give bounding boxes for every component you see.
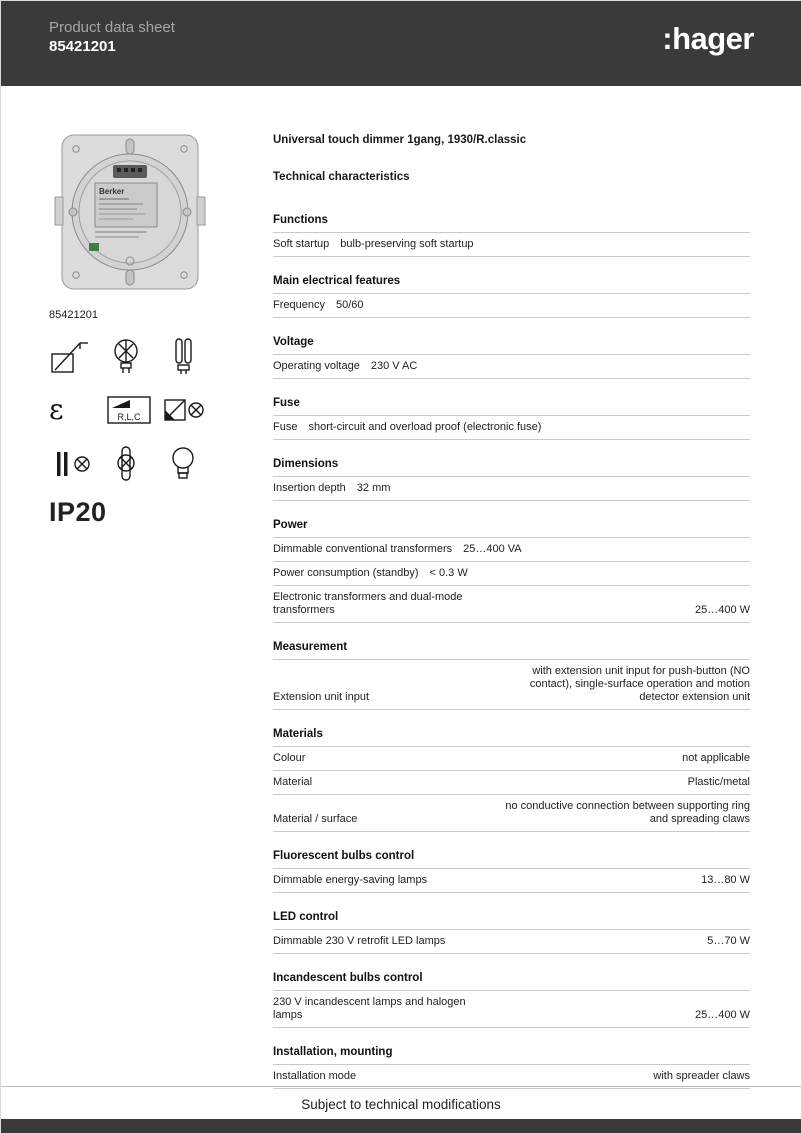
energy-saving-lamp-icon [163, 335, 211, 377]
spec-row [273, 233, 750, 257]
spec-value: no conductive connection between supporting ring and spreading claws [505, 800, 750, 825]
spec-label: Material / surface [273, 813, 358, 825]
spec-label: Soft startup [273, 238, 330, 250]
footer-note: Subject to technical modifications [301, 1097, 501, 1112]
spec-label: Dimmable 230 V retrofit LED lamps [273, 935, 446, 947]
section [273, 972, 750, 1028]
section-title: Measurement [273, 641, 750, 660]
spec-label: Power consumption (standby) [273, 567, 419, 579]
hager-logo: :hager [662, 21, 754, 56]
epsilon-glyph: ε [49, 393, 64, 426]
section-title: Fuse [273, 397, 750, 416]
spec-value: bulb-preserving soft startup [340, 238, 474, 250]
spec-value: 5…70 W [707, 935, 750, 947]
spec-row [273, 991, 750, 1028]
spec-label: Installation mode [273, 1070, 357, 1082]
spec-row [273, 795, 750, 832]
spec-value: 32 mm [356, 482, 391, 494]
spec-value: with extension unit input for push-button (NO contact), single-surface operation and motion detector extension unit [529, 665, 750, 703]
spec-label: 230 V incandescent lamps and halogen lamps [273, 996, 466, 1021]
rlc-label: R,L,C [117, 412, 141, 422]
svg-text:Berker: Berker [99, 187, 125, 196]
spec-label: Frequency [273, 299, 325, 311]
spec-value: short-circuit and overload proof (electronic fuse) [308, 421, 542, 433]
main-content [273, 134, 750, 1089]
left-column [49, 129, 249, 528]
section [273, 519, 750, 623]
spec-row [273, 660, 750, 710]
lamp-type-icons [49, 335, 249, 485]
spec-label: Dimmable energy-saving lamps [273, 874, 428, 886]
spec-value: < 0.3 W [429, 567, 468, 579]
spec-row [273, 747, 750, 771]
doc-type: Product data sheet [49, 19, 175, 36]
section-title: LED control [273, 911, 750, 930]
spec-label: Insertion depth [273, 482, 346, 494]
spec-value: 230 V AC [370, 360, 418, 372]
product-title: Universal touch dimmer 1gang, 1930/R.classic [273, 134, 527, 146]
section-title: Dimensions [273, 458, 750, 477]
section-title: Incandescent bulbs control [273, 972, 750, 991]
spec-label: Extension unit input [273, 691, 370, 703]
spec-value: 13…80 W [701, 874, 750, 886]
spec-value: 25…400 VA [463, 543, 522, 555]
spec-label: Operating voltage [273, 360, 360, 372]
section-title: Power [273, 519, 750, 538]
conventional-transformer-icon [49, 443, 97, 485]
spec-row [273, 586, 750, 623]
section-title: Installation, mounting [273, 1046, 750, 1065]
technical-characteristics-heading: Technical characteristics [273, 171, 410, 183]
electronic-transformer-icon [49, 389, 97, 431]
section-title: Voltage [273, 336, 750, 355]
section [273, 336, 750, 379]
spec-label: Fuse [273, 421, 298, 433]
section-title: Materials [273, 728, 750, 747]
spec-row [273, 355, 750, 379]
section-title: Functions [273, 214, 750, 233]
bottom-bar [1, 1119, 801, 1133]
rlc-load-icon [106, 389, 154, 431]
spec-value: not applicable [682, 752, 750, 764]
section [273, 911, 750, 954]
spec-row [273, 562, 750, 586]
spec-row [273, 477, 750, 501]
section-title: Main electrical features [273, 275, 750, 294]
product-image [49, 129, 211, 297]
spec-value: 25…400 W [694, 604, 750, 616]
dimmer-soft-start-icon [49, 335, 97, 377]
halogen-lamp-icon [106, 335, 154, 377]
section [273, 850, 750, 893]
spec-label: Dimmable conventional transformers [273, 543, 453, 555]
spec-row [273, 538, 750, 562]
spec-label: Colour [273, 752, 306, 764]
incandescent-lamp-icon [163, 443, 211, 485]
spec-row [273, 930, 750, 954]
footer-divider [1, 1086, 801, 1087]
section [273, 1046, 750, 1089]
section [273, 397, 750, 440]
dimmable-lamp-icon [163, 389, 211, 431]
spec-label: Electronic transformers and dual-mode transformers [273, 591, 463, 616]
header-bar [1, 1, 801, 86]
section [273, 275, 750, 318]
spec-value: 50/60 [335, 299, 364, 311]
header-product-id: 85421201 [49, 38, 116, 55]
spec-value: 25…400 W [694, 1009, 750, 1021]
spec-row [273, 771, 750, 795]
spec-row [273, 294, 750, 318]
spec-value: with spreader claws [653, 1070, 750, 1082]
section [273, 641, 750, 710]
spec-row [273, 416, 750, 440]
spec-label: Material [273, 776, 313, 788]
spec-value: Plastic/metal [687, 776, 750, 788]
section [273, 214, 750, 257]
spec-row [273, 869, 750, 893]
sections [273, 214, 750, 1089]
ip-rating: IP20 [49, 497, 107, 527]
section-title: Fluorescent bulbs control [273, 850, 750, 869]
rod-lamp-icon [106, 443, 154, 485]
section [273, 458, 750, 501]
image-caption: 85421201 [49, 309, 98, 321]
section [273, 728, 750, 832]
